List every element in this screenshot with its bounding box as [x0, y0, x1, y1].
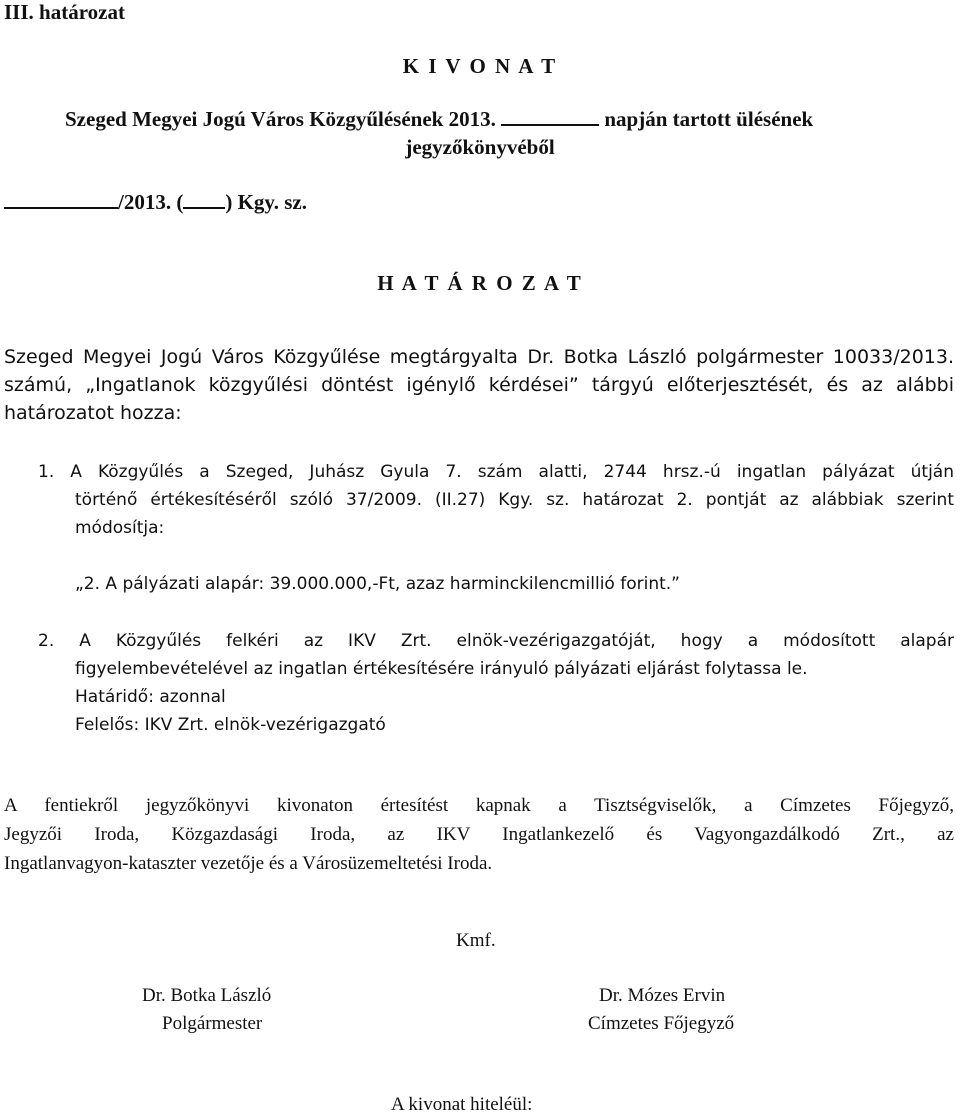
signatory-2-name: Dr. Mózes Ervin — [599, 985, 726, 1006]
item-1-line: történő értékesítéséről szóló 37/2009. (II.27) Kgy. sz. határozat 2. pontját az alábbiak szerint — [75, 490, 954, 510]
resolution-number-line — [4, 189, 307, 215]
signatory-2-title: Címzetes Főjegyző — [588, 1013, 735, 1034]
intro-line: határozatot hozza: — [4, 402, 182, 424]
date-blank — [501, 106, 599, 126]
item-2-line: 2. A Közgyűlés felkéri az IKV Zrt. elnök-vezérigazgatóját, hogy a módosított alapár — [38, 631, 954, 651]
item-1-line: módosítja: — [75, 518, 165, 538]
resolution-number-middle: /2013. ( — [118, 190, 184, 214]
title-line-2: jegyzőkönyvéből — [405, 135, 555, 159]
kivonat-title: K I V O N A T — [402, 54, 558, 78]
kmf-label: Kmf. — [456, 930, 496, 951]
intro-paragraph — [4, 343, 954, 427]
notice-line: Jegyzői Iroda, Közgazdasági Iroda, az IKV Ingatlankezelő és Vagyongazdálkodó Zrt., az — [4, 824, 954, 845]
certification-label: A kivonat hiteléül: — [391, 1094, 533, 1115]
intro-line: Szeged Megyei Jogú Város Közgyűlése megtárgyalta Dr. Botka László polgármester 10033/2013. — [4, 346, 954, 368]
intro-line: számú, „Ingatlanok közgyűlési döntést igénylő kérdései” tárgyú előterjesztését, és az alábbi — [4, 374, 954, 396]
responsible-line: Felelős: IKV Zrt. elnök-vezérigazgató — [75, 715, 386, 735]
signatory-1-title: Polgármester — [162, 1013, 263, 1034]
number-blank — [4, 189, 118, 209]
date-blank-short — [183, 189, 225, 209]
signatory-1-name: Dr. Botka László — [142, 985, 272, 1006]
deadline-line: Határidő: azonnal — [75, 687, 226, 707]
title-line-1-end: napján tartott ülésének — [604, 107, 814, 131]
amended-point-quote: „2. A pályázati alapár: 39.000.000,-Ft, azaz harminckilencmillió forint.” — [75, 574, 680, 594]
title-line-1-start: Szeged Megyei Jogú Város Közgyűlésének 2013. — [65, 107, 496, 131]
resolution-item-2 — [38, 627, 954, 739]
document-heading: III. határozat — [4, 0, 125, 24]
notification-paragraph — [4, 791, 954, 878]
resolution-item-1 — [38, 458, 954, 542]
title-line-1 — [65, 106, 813, 132]
item-1-line: 1. A Közgyűlés a Szeged, Juhász Gyula 7. szám alatti, 2744 hrsz.-ú ingatlan pályázat útján — [38, 462, 954, 482]
notice-line: Ingatlanvagyon-kataszter vezetője és a Városüzemeltetési Iroda. — [4, 853, 493, 874]
resolution-number-end: ) Kgy. sz. — [225, 190, 307, 214]
hatarozat-title: H A T Á R O Z A T — [377, 271, 583, 295]
notice-line: A fentiekről jegyzőkönyvi kivonaton értesítést kapnak a Tisztségviselők, a Címzetes Főjegyző, — [4, 795, 954, 816]
item-2-line: figyelembevételével az ingatlan értékesítésére irányuló pályázati eljárást folytassa le. — [75, 659, 808, 679]
